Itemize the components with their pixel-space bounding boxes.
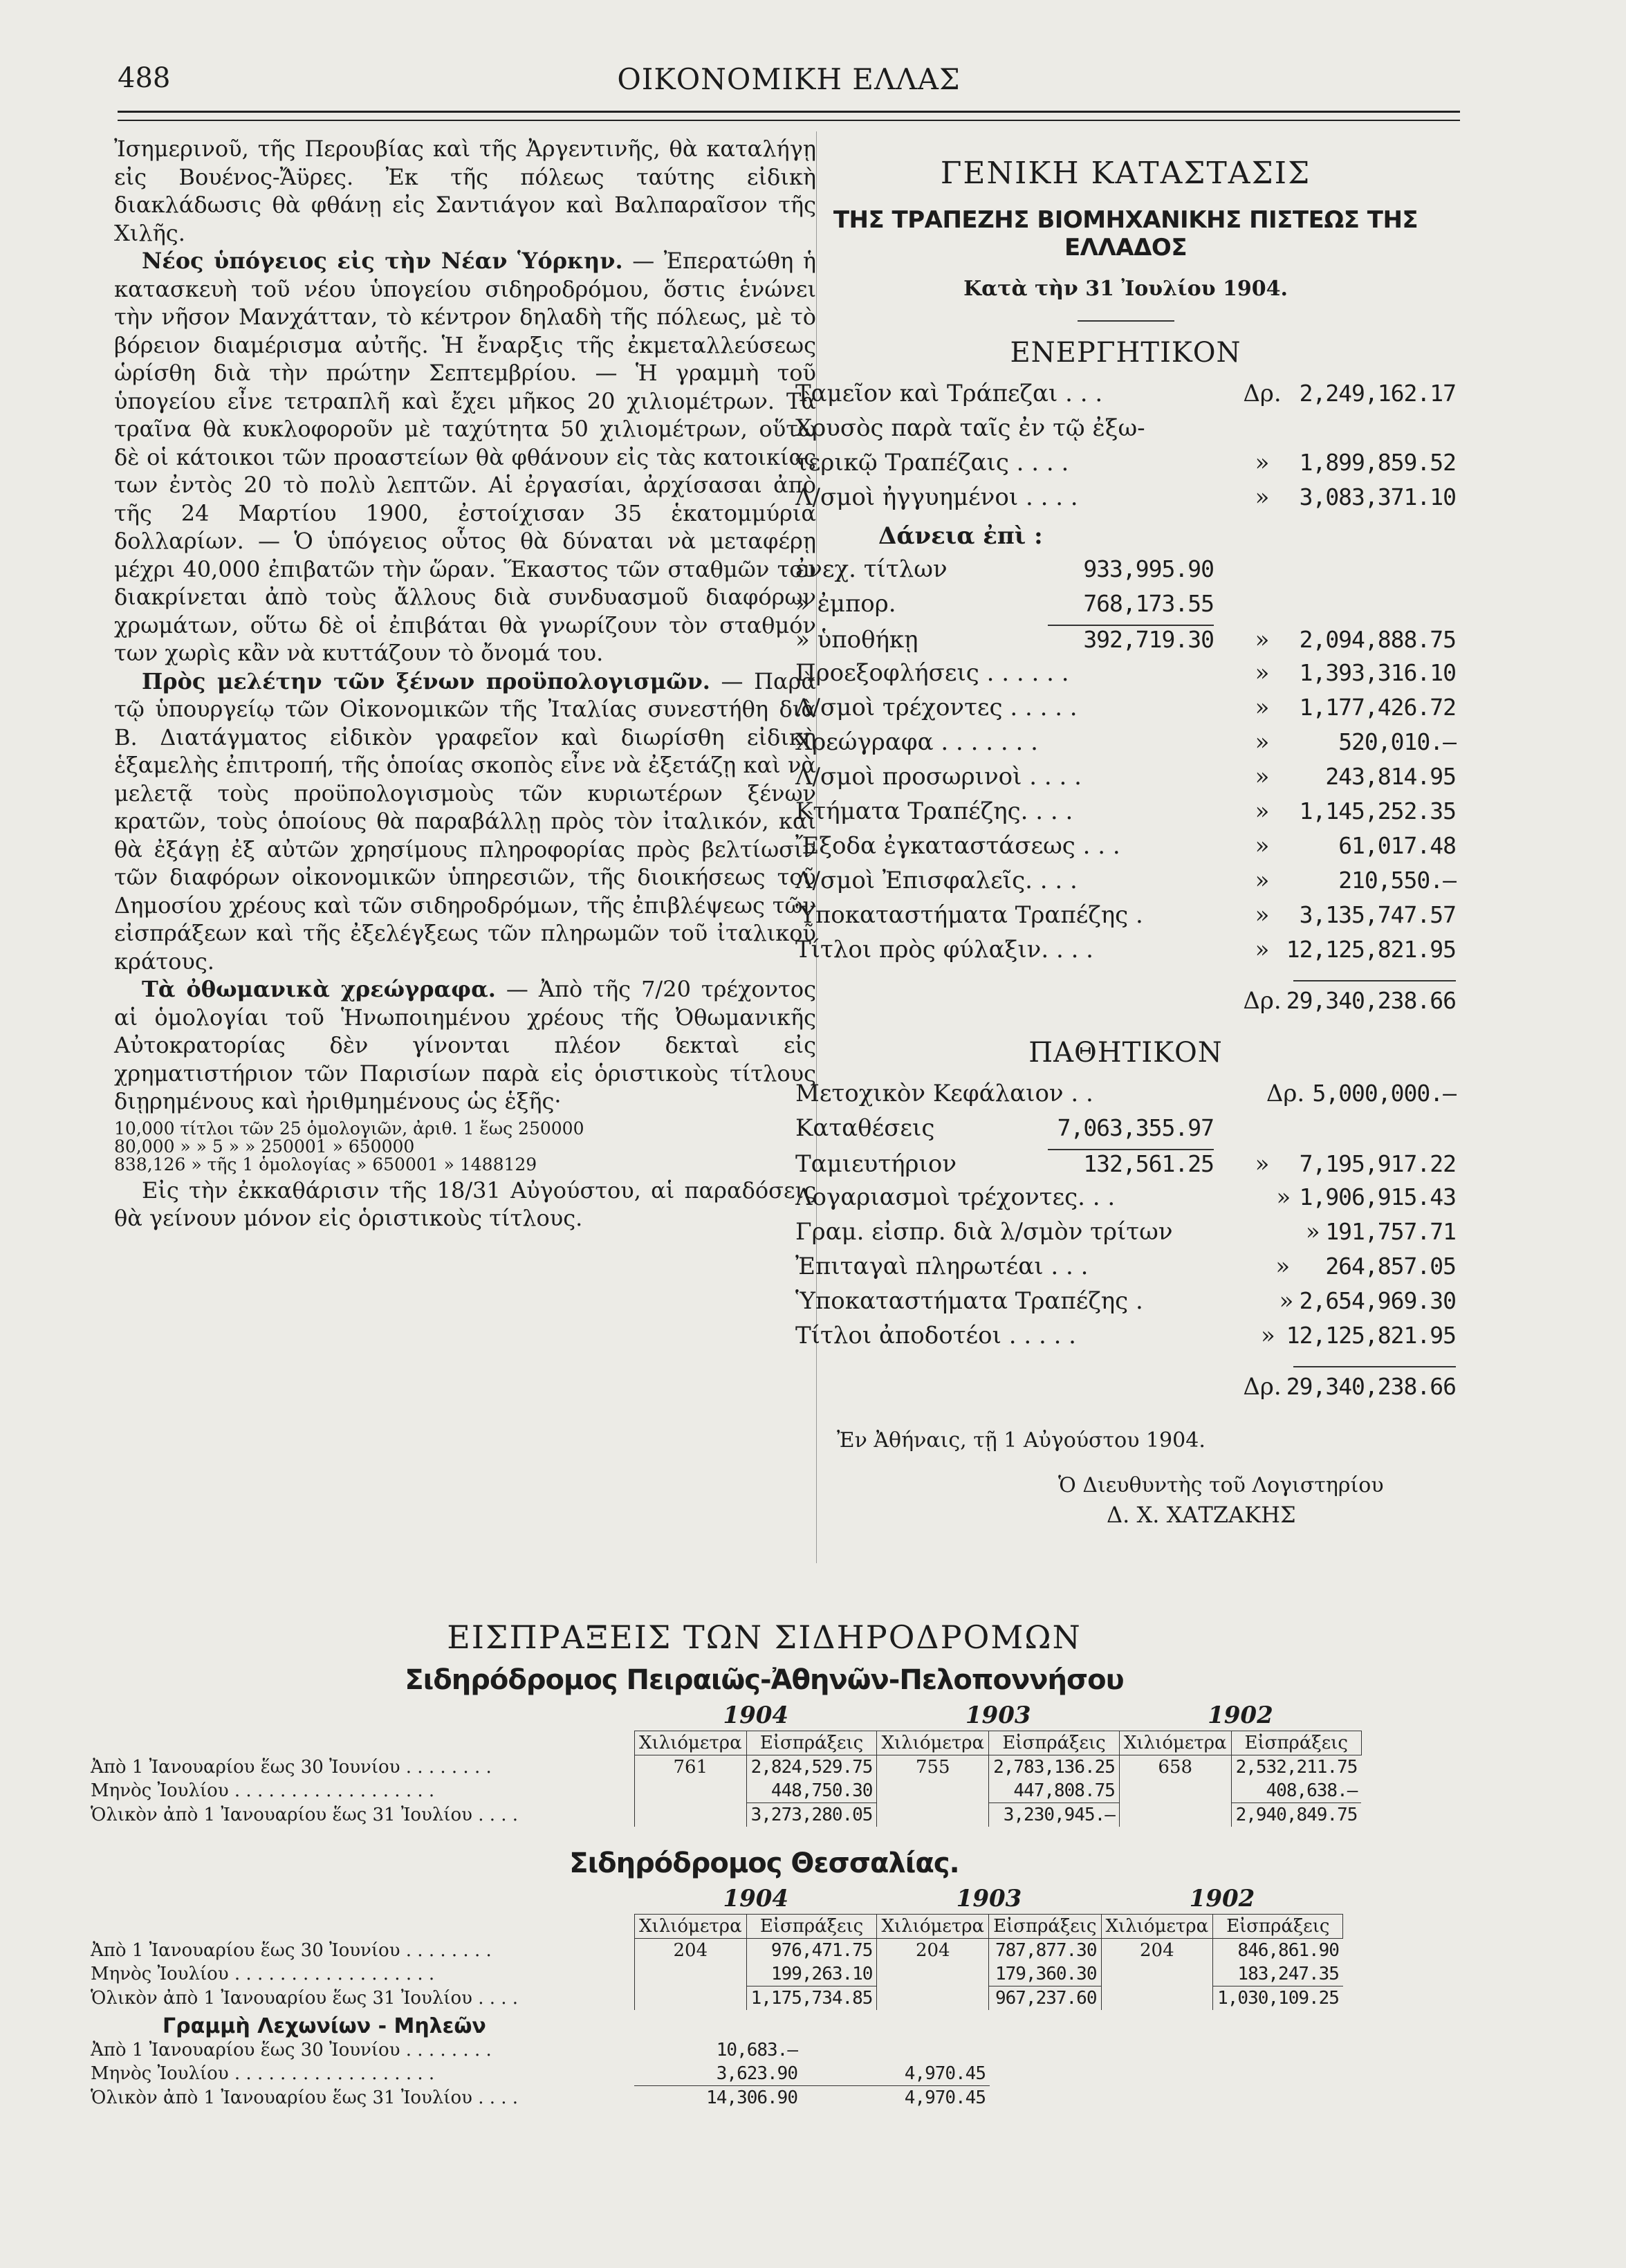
revenue-cell: 179,360.30 — [989, 1962, 1101, 1986]
km-cell — [877, 1962, 989, 1986]
bond-line: 838,126 » τῆς 1 ὁμολογίας » 650001 » 1488129 — [114, 1154, 537, 1174]
km-cell: 761 — [635, 1755, 747, 1780]
paragraph-body: — Ἐπερατώθη ἡ κατασκευὴ τοῦ νέου ὑπογείου σιδηροδρόμου, ὅστις ἑνώνει τὴν νῆσον Μανχάτταν, τὸ κέντρον δηλαδὴ τῆς πόλεως, μὲ τὸ βόρειον διαμέρισμα αὐτῆς. Ἡ ἔναρξις τῆς ἐκμεταλλεύσεως ὡρίσθη διὰ τὴν πρώτην Σεπτεμβρίου. — Ἡ γραμμὴ τοῦ ὑπογείου εἶνε τετραπλῆ καὶ ἔχει μῆκος 20 χιλιομέτρων. Τὰ τραῖνα θὰ κυκλοφοροῦν μὲ ταχύτητα 50 χιλιομέτρων, οὕτω δὲ οἱ κάτοικοι τῶν προαστείων θὰ φθάνουν εἰς τὰς κατοικίας των ἐντὸς 20 τὸ πολὺ λεπτῶν. Αἱ ἐργασίαι, ἀρχίσασαι ἀπὸ τῆς 24 Μαρτίου 1900, ἐστοίχισαν 35 ἑκατομμύρια δολλαρίων. — Ὁ ὑπόγειος οὗτος θὰ δύναται νὰ μεταφέρῃ μέχρι 40,000 ἐπιβατῶν τὴν ὥραν. Ἕκαστος τῶν σταθμῶν του διακρίνεται ἀπὸ τοὺς ἄλλους διὰ συνδυασμοῦ διαφόρων χρωμάτων, οὕτω δὲ οἱ ἐπιβάται θὰ γνωρίζουν τὸν σταθμόν των χωρὶς κἂν νὰ κυττάζουν τὸ ὄνομά του. — [114, 248, 817, 666]
revenue-cell: 2,783,136.25 — [989, 1755, 1120, 1780]
revenue-total-cell: 2,940,849.75 — [1231, 1803, 1361, 1827]
ledger-label: » ἐμπορ. — [795, 590, 896, 618]
year-heading: 1902 — [1101, 1883, 1343, 1915]
column-header: Εἰσπράξεις — [989, 1731, 1120, 1755]
ledger-subamount: 768,173.55 — [1083, 590, 1214, 617]
ledger-row — [795, 867, 1456, 901]
table-row — [86, 1803, 1361, 1827]
ledger-row — [795, 1322, 1456, 1356]
ledger-currency: » — [1255, 449, 1270, 477]
column-header: Χιλιόμετρα — [635, 1731, 747, 1755]
column-header: Εἰσπράξεις — [1213, 1915, 1343, 1939]
ledger-label: Ἔξοδα ἐγκαταστάσεως . . . — [795, 832, 1120, 860]
assets-total: 29,340,238.66 — [1286, 987, 1456, 1014]
paragraph — [114, 667, 816, 976]
spacer-cell — [86, 1731, 635, 1755]
row-label: Ἀπὸ 1 Ἰανουαρίου ἕως 30 Ἰουνίου . . . . . . . . — [91, 2040, 492, 2060]
liabilities-total: 29,340,238.66 — [1286, 1373, 1456, 1400]
ledger-currency: Δρ. — [1243, 1373, 1282, 1401]
km-cell: 204 — [1101, 1939, 1213, 1963]
railway-title: ΕΙΣΠΡΑΞΕΙΣ ΤΩΝ ΣΙΔΗΡΟΔΡΟΜΩΝ — [447, 1619, 1082, 1656]
assets-block-a — [795, 380, 1456, 518]
ledger-currency: » — [1255, 483, 1270, 511]
ledger-label: Χρυσὸς παρὰ ταῖς ἐν τῷ ἐξω- — [795, 414, 1145, 442]
ledger-row — [795, 936, 1456, 970]
railway-revenues — [86, 1619, 1442, 2110]
ledger-row — [795, 728, 1456, 763]
row-label: Ἀπὸ 1 Ἰανουαρίου ἕως 30 Ἰουνίου . . . . . . . . — [91, 1756, 492, 1778]
column-header: Εἰσπράξεις — [989, 1915, 1101, 1939]
ledger-row — [795, 1287, 1456, 1322]
ledger-amount: 2,094,888.75 — [1299, 626, 1456, 653]
ledger-amount: 1,145,252.35 — [1299, 798, 1456, 824]
ledger-label: Γραμ. εἰσπρ. διὰ λ/σμὸν τρίτων — [795, 1218, 1173, 1246]
sub-line-table — [86, 2038, 990, 2110]
ledger-row — [795, 483, 1456, 518]
ledger-row — [795, 694, 1456, 728]
balance-date: Κατὰ τὴν 31 Ἰουλίου 1904. — [963, 277, 1288, 301]
table-row — [86, 2086, 990, 2110]
km-cell: 204 — [877, 1939, 989, 1963]
year-heading: 1903 — [877, 1883, 1101, 1915]
km-cell: 658 — [1119, 1755, 1231, 1780]
ledger-amount: 1,177,426.72 — [1299, 694, 1456, 721]
header-rule — [118, 111, 1460, 121]
ledger-row — [795, 449, 1456, 483]
bond-line: 80,000 » » 5 » » 250001 » 650000 — [114, 1136, 415, 1156]
ledger-subamount: 7,063,355.97 — [1057, 1114, 1214, 1141]
ledger-label: Κτήματα Τραπέζης. . . . — [795, 798, 1073, 825]
ledger-amount: 210,550.— — [1338, 867, 1456, 894]
revenue-cell: 3,623.90 — [716, 2063, 797, 2084]
ledger-label: Τίτλοι πρὸς φύλαξιν. . . . — [795, 936, 1093, 964]
paragraph — [114, 247, 816, 667]
liabilities-total-row — [795, 1373, 1456, 1408]
running-title: ΟΙΚΟΝΟΜΙΚΗ ΕΛΛΑΣ — [617, 62, 961, 96]
column-header: Εἰσπράξεις — [746, 1731, 877, 1755]
column-header: Εἰσπράξεις — [746, 1915, 877, 1939]
loans-block — [795, 555, 1456, 659]
ledger-label: Ὑποκαταστήματα Τραπέζης . — [795, 901, 1143, 929]
paragraph: Εἰς τὴν ἐκκαθάρισιν τῆς 18/31 Αὐγούστου, αἱ παραδόσεις θὰ γείνουν μόνον εἰς ὁριστικοὺς τίτλους. — [114, 1177, 816, 1231]
paragraph — [114, 975, 816, 1116]
revenue-cell: 2,532,211.75 — [1231, 1755, 1361, 1780]
revenue-cell: 846,861.90 — [1213, 1939, 1343, 1963]
revenue-cell: 4,970.45 — [904, 2063, 986, 2084]
ledger-label: Τίτλοι ἀποδοτέοι . . . . . — [795, 1322, 1076, 1349]
ledger-currency: » — [1255, 867, 1270, 894]
year-heading: 1904 — [635, 1700, 877, 1731]
ledger-row — [795, 590, 1456, 625]
table-row — [86, 1986, 1343, 2011]
revenue-cell: 2,824,529.75 — [746, 1755, 877, 1780]
spacer-cell — [86, 1700, 635, 1731]
ledger-row — [795, 659, 1456, 694]
km-cell — [1119, 1803, 1231, 1827]
bond-list — [114, 1120, 816, 1174]
revenue-total-cell: 3,273,280.05 — [746, 1803, 877, 1827]
ledger-label: Ὑποκαταστήματα Τραπέζης . — [795, 1287, 1143, 1315]
ledger-row — [795, 832, 1456, 867]
ledger-currency: » — [1276, 1183, 1291, 1211]
km-cell: 755 — [877, 1755, 989, 1780]
ledger-label: » ὑποθήκῃ — [795, 626, 918, 654]
year-heading: 1902 — [1119, 1700, 1361, 1731]
revenue-total-cell: 4,970.45 — [802, 2086, 990, 2110]
km-cell — [635, 1779, 747, 1803]
ledger-label: Μετοχικὸν Κεφάλαιον . . — [795, 1080, 1093, 1107]
revenue-cell — [802, 2038, 990, 2062]
balance-title: ΓΕΝΙΚΗ ΚΑΤΑΣΤΑΣΙΣ — [940, 156, 1311, 191]
column-header: Χιλιόμετρα — [1101, 1915, 1213, 1939]
ledger-label: Καταθέσεις — [795, 1114, 935, 1142]
ledger-label: τερικῷ Τραπέζαις . . . . — [795, 449, 1069, 477]
row-label: Ἀπὸ 1 Ἰανουαρίου ἕως 30 Ἰουνίου . . . . . . . . — [91, 1939, 492, 1961]
liabilities-heading: ΠΑΘΗΤΙΚΟΝ — [1028, 1037, 1223, 1069]
row-label: Ὁλικὸν ἀπὸ 1 Ἰανουαρίου ἕως 31 Ἰουλίου . . . . — [91, 2087, 519, 2108]
ledger-amount: 5,000,000.— — [1312, 1080, 1456, 1107]
spacer — [86, 1827, 1442, 1839]
row-label: Μηνὸς Ἰουλίου . . . . . . . . . . . . . . . . . . — [91, 1964, 435, 1985]
ledger-currency: » — [1255, 659, 1270, 687]
signatory-name: Δ. Χ. ΧΑΤΖΑΚΗΣ — [1107, 1502, 1296, 1528]
ledger-subamount: 132,561.25 — [1048, 1149, 1214, 1177]
liabilities-block — [795, 1080, 1456, 1356]
signatory-title: Ὁ Διευθυντὴς τοῦ Λογιστηρίου — [1058, 1473, 1384, 1497]
table-row — [86, 2038, 990, 2062]
ledger-amount: 12,125,821.95 — [1286, 1322, 1456, 1349]
column-header: Χιλιόμετρα — [1119, 1731, 1231, 1755]
ledger-currency: » — [1255, 626, 1270, 654]
revenue-cell: 787,877.30 — [989, 1939, 1101, 1963]
table-row — [86, 2062, 990, 2086]
year-heading: 1903 — [877, 1700, 1119, 1731]
assets-total-row — [795, 987, 1456, 1022]
ledger-amount: 3,083,371.10 — [1299, 483, 1456, 510]
revenue-cell: 976,471.75 — [746, 1939, 877, 1963]
ledger-currency: » — [1255, 832, 1270, 860]
ledger-row — [795, 798, 1456, 832]
ledger-amount: 1,393,316.10 — [1299, 659, 1456, 686]
ledger-row — [795, 1183, 1456, 1218]
paragraph-body: — Παρὰ τῷ ὑπουργείῳ τῶν Οἰκονομικῶν τῆς Ἰταλίας συνεστήθη διὰ Β. Διατάγματος εἰδικὸν γραφεῖον καὶ διωρίσθη εἰδικὴ ἑξαμελὴς ἐπιτροπή, τῆς ὁποίας σκοπὸς εἶνε νὰ ἐξετάζῃ καὶ νὰ μελετᾷ τοὺς προϋπολογισμοὺς τῶν κυριωτέρων ξένων κρατῶν, τοὺς ὁποίους θὰ παραβάλλῃ πρὸς τὸν ἰταλικόν, καὶ θὰ ἐξάγῃ ἐξ αὐτῶν χρησίμους πληροφορίας πρὸς βελτίωσιν τῶν διαφόρων οἰκονομικῶν ὑπηρεσιῶν, τῆς διοικήσεως τοῦ Δημοσίου χρέους καὶ τῶν σιδηροδρόμων, τῆς ἐπιβλέψεως τῶν εἰσπράξεων καὶ τῆς ἐξελέγξεως τῶν πληρωμῶν τοῦ ἰταλικοῦ κράτους. — [114, 667, 816, 975]
ledger-row — [795, 380, 1456, 414]
ledger-label: Λ/σμοὶ Ἐπισφαλεῖς. . . . — [795, 867, 1078, 894]
railway-line-title: Σιδηρόδρομος Πειραιῶς-Ἀθηνῶν-Πελοποννήσου — [405, 1664, 1124, 1696]
km-cell — [635, 1986, 747, 2011]
ledger-row — [795, 1149, 1456, 1183]
sub-line-title: Γραμμὴ Λεχωνίων - Μηλεῶν — [163, 2014, 486, 2038]
section-heading: Τὰ ὀθωμανικὰ χρεώγραφα. — [142, 976, 496, 1002]
ledger-row — [795, 625, 1456, 659]
ledger-amount: 264,857.05 — [1325, 1253, 1456, 1280]
ledger-label: ἐνεχ. τίτλων — [795, 555, 948, 583]
ledger-currency: Δρ. — [1243, 987, 1282, 1015]
ledger-currency: » — [1279, 1287, 1294, 1315]
revenue-cell: 447,808.75 — [989, 1779, 1120, 1803]
table-row — [86, 1755, 1361, 1780]
revenue-total-cell: 3,230,945.— — [989, 1803, 1120, 1827]
ledger-label: Ἐπιταγαὶ πληρωτέαι . . . — [795, 1253, 1089, 1280]
left-column — [114, 135, 816, 1233]
revenue-cell: 408,638.— — [1231, 1779, 1361, 1803]
page-number: 488 — [118, 62, 171, 94]
revenue-cell: 10,683.— — [716, 2040, 797, 2060]
ledger-currency: Δρ. — [1243, 380, 1282, 407]
table-row — [86, 1939, 1343, 1963]
km-cell — [877, 1986, 989, 2011]
revenue-total-cell: 1,175,734.85 — [746, 1986, 877, 2011]
ledger-row — [795, 555, 1456, 590]
section-heading: Πρὸς μελέτην τῶν ξένων προϋπολογισμῶν. — [142, 667, 710, 694]
ledger-label: Χρεώγραφα . . . . . . . — [795, 728, 1038, 756]
ledger-currency: » — [1255, 901, 1270, 929]
column-header: Χιλιόμετρα — [877, 1915, 989, 1939]
ledger-amount: 191,757.71 — [1325, 1218, 1456, 1245]
row-label: Ὁλικὸν ἀπὸ 1 Ἰανουαρίου ἕως 31 Ἰουλίου . . . . — [91, 1804, 519, 1825]
ledger-row — [795, 1114, 1456, 1149]
ledger-label: Λ/σμοὶ τρέχοντες . . . . . — [795, 694, 1078, 721]
ledger-label: Προεξοφλήσεις . . . . . . — [795, 659, 1069, 687]
row-label: Μηνὸς Ἰουλίου . . . . . . . . . . . . . . . . . . — [91, 2063, 435, 2085]
ledger-row — [795, 1218, 1456, 1253]
revenue-cell: 183,247.35 — [1213, 1962, 1343, 1986]
railway-table — [86, 1883, 1343, 2010]
place-date: Ἐν Ἀθήναις, τῇ 1 Αὐγούστου 1904. — [837, 1428, 1205, 1453]
ledger-label: Ταμιευτήριον — [795, 1150, 957, 1178]
ledger-currency: » — [1255, 763, 1270, 791]
assets-block-b — [795, 659, 1456, 970]
revenue-total-cell: 967,237.60 — [989, 1986, 1101, 2011]
paragraph-body: — Ἀπὸ τῆς 7/20 τρέχοντος αἱ ὁμολογίαι τοῦ Ἡνωποιημένου χρέους τῆς Ὀθωμανικῆς Αὐτοκρατορίας δὲν γίνονται πλέον δεκταὶ εἰς χρηματιστήριον τῶν Παρισίων παρὰ εἰς ὁριστικοὺς τίτλους διῃρημένους καὶ ἠριθμημένους ὡς ἑξῆς· — [114, 976, 817, 1114]
ledger-label: Λογαριασμοὶ τρέχοντες. . . — [795, 1183, 1116, 1211]
ledger-label: Ταμεῖον καὶ Τράπεζαι . . . — [795, 380, 1103, 407]
column-header: Χιλιόμετρα — [635, 1915, 747, 1939]
km-cell — [1101, 1962, 1213, 1986]
railway-line-title: Σιδηρόδρομος Θεσσαλίας. — [569, 1847, 959, 1879]
sum-rule — [1293, 1366, 1456, 1367]
spacer-cell — [86, 1915, 635, 1939]
table-row — [86, 1779, 1361, 1803]
ledger-currency: » — [1275, 1253, 1291, 1280]
ledger-currency: » — [1255, 798, 1270, 825]
km-cell — [635, 1962, 747, 1986]
ledger-label: Λ/σμοὶ προσωρινοὶ . . . . — [795, 763, 1082, 791]
paragraph: Ἰσημερινοῦ, τῆς Περουβίας καὶ τῆς Ἀργεντινῆς, θὰ καταλήγῃ εἰς Βουένος-Ἄϋρες. Ἐκ τῆς πόλεως ταύτης εἰδικὴ διακλάδωσις θὰ φθάνῃ εἰς Σαντιάγον καὶ Βαλπαραῖσον τῆς Χιλῆς. — [114, 136, 816, 246]
loans-heading: Δάνεια ἐπὶ : — [878, 522, 1043, 550]
row-label: Ὁλικὸν ἀπὸ 1 Ἰανουαρίου ἕως 31 Ἰουλίου . . . . — [91, 1987, 519, 2009]
km-cell — [877, 1803, 989, 1827]
km-cell — [635, 1803, 747, 1827]
ledger-amount: 1,906,915.43 — [1299, 1183, 1456, 1210]
ledger-row — [795, 763, 1456, 798]
ledger-currency: » — [1260, 1322, 1275, 1349]
bond-line: 10,000 τίτλοι τῶν 25 ὁμολογιῶν, ἀριθ. 1 ἕως 250000 — [114, 1118, 584, 1138]
page-header — [118, 62, 1460, 111]
ledger-row — [795, 1080, 1456, 1114]
ledger-amount: 2,654,969.30 — [1299, 1287, 1456, 1314]
ledger-amount: 520,010.— — [1338, 728, 1456, 755]
ledger-amount: 12,125,821.95 — [1286, 936, 1456, 963]
year-heading: 1904 — [635, 1883, 877, 1915]
ledger-currency: Δρ. — [1266, 1080, 1305, 1107]
ledger-currency: » — [1255, 936, 1270, 964]
balance-sheet — [795, 149, 1456, 1528]
revenue-cell: 448,750.30 — [746, 1779, 877, 1803]
row-label: Μηνὸς Ἰουλίου . . . . . . . . . . . . . . . . . . — [91, 1780, 435, 1802]
sum-rule — [1293, 980, 1456, 981]
ledger-subamount: 933,995.90 — [1083, 555, 1214, 582]
ledger-amount: 7,195,917.22 — [1299, 1150, 1456, 1177]
ledger-amount: 61,017.48 — [1338, 832, 1456, 859]
ledger-currency: » — [1255, 694, 1270, 721]
km-cell — [877, 1779, 989, 1803]
ledger-currency: » — [1305, 1218, 1320, 1246]
column-header: Χιλιόμετρα — [877, 1731, 989, 1755]
ledger-row — [795, 1253, 1456, 1287]
km-cell — [1119, 1779, 1231, 1803]
km-cell: 204 — [635, 1939, 747, 1963]
assets-heading: ΕΝΕΡΓΗΤΙΚΟΝ — [1010, 337, 1241, 369]
column-header: Εἰσπράξεις — [1231, 1731, 1361, 1755]
ledger-currency: » — [1255, 728, 1270, 756]
revenue-total-cell: 14,306.90 — [634, 2086, 802, 2110]
ledger-row — [795, 901, 1456, 936]
railway-table — [86, 1700, 1362, 1827]
ledger-subamount: 392,719.30 — [1048, 625, 1214, 653]
revenue-total-cell: 1,030,109.25 — [1213, 1986, 1343, 2011]
section-heading: Νέος ὑπόγειος εἰς τὴν Νέαν Ὑόρκην. — [142, 248, 623, 274]
ledger-amount: 2,249,162.17 — [1299, 380, 1456, 407]
table-row — [86, 1962, 1343, 1986]
spacer-cell — [86, 1883, 635, 1915]
ledger-row — [795, 414, 1456, 449]
ledger-amount: 1,899,859.52 — [1299, 449, 1456, 476]
short-rule — [1078, 320, 1174, 322]
ledger-label: Λ/σμοὶ ἠγγυημένοι . . . . — [795, 483, 1078, 511]
km-cell — [1101, 1986, 1213, 2011]
revenue-cell: 199,263.10 — [746, 1962, 877, 1986]
ledger-currency: » — [1255, 1150, 1270, 1178]
ledger-amount: 243,814.95 — [1325, 763, 1456, 790]
ledger-amount: 3,135,747.57 — [1299, 901, 1456, 928]
balance-subtitle: ΤΗΣ ΤΡΑΠΕΖΗΣ ΒΙΟΜΗΧΑΝΙΚΗΣ ΠΙΣΤΕΩΣ ΤΗΣ ΕΛΛΑΔΟΣ — [833, 206, 1419, 261]
